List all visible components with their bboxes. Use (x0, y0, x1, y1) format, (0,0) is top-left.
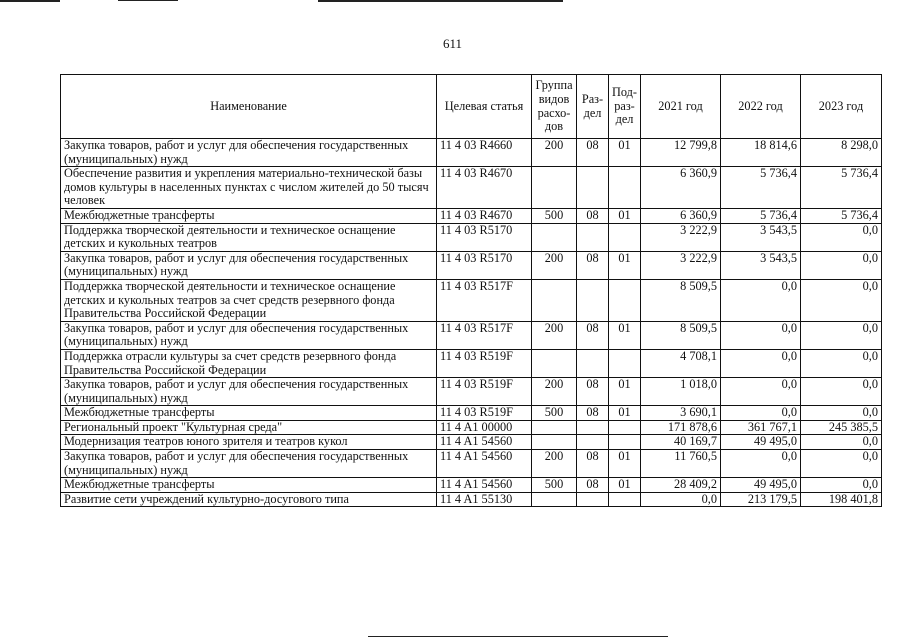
cell-article: 11 4 03 R4670 (437, 167, 532, 209)
cell-name: Межбюджетные трансферты (61, 208, 437, 223)
cell-2021: 6 360,9 (641, 208, 721, 223)
table-row (61, 139, 882, 167)
cell-2022: 49 495,0 (721, 435, 801, 450)
cell-group (532, 420, 577, 435)
cell-2021: 6 360,9 (641, 167, 721, 209)
scan-line-top-left (0, 0, 60, 2)
table-row (61, 349, 882, 377)
cell-article: 11 4 03 R5170 (437, 251, 532, 279)
cell-subsection (609, 349, 641, 377)
budget-table (60, 74, 882, 507)
cell-name: Модернизация театров юного зрителя и театров кукол (61, 435, 437, 450)
table-body (61, 139, 882, 507)
cell-2022: 18 814,6 (721, 139, 801, 167)
cell-2021: 0,0 (641, 492, 721, 507)
cell-section (577, 167, 609, 209)
table-row (61, 321, 882, 349)
cell-subsection (609, 492, 641, 507)
cell-section: 08 (577, 208, 609, 223)
cell-2022: 0,0 (721, 450, 801, 478)
scan-line-bottom (368, 636, 668, 637)
cell-section (577, 349, 609, 377)
cell-section: 08 (577, 450, 609, 478)
header-section: Раз-дел (577, 75, 609, 139)
cell-2023: 245 385,5 (801, 420, 882, 435)
cell-2022: 0,0 (721, 279, 801, 321)
header-row (61, 75, 882, 139)
cell-name: Закупка товаров, работ и услуг для обеспечения государственных (муниципальных) нужд (61, 321, 437, 349)
scan-line-top-right (318, 0, 563, 2)
header-2021: 2021 год (641, 75, 721, 139)
cell-2023: 198 401,8 (801, 492, 882, 507)
cell-name: Закупка товаров, работ и услуг для обеспечения государственных (муниципальных) нужд (61, 139, 437, 167)
scan-line-top-mid (118, 0, 178, 1)
page-number: 611 (442, 36, 463, 51)
cell-2023: 0,0 (801, 321, 882, 349)
cell-name: Закупка товаров, работ и услуг для обеспечения государственных (муниципальных) нужд (61, 378, 437, 406)
cell-group (532, 167, 577, 209)
cell-2022: 213 179,5 (721, 492, 801, 507)
cell-2023: 0,0 (801, 450, 882, 478)
table-row (61, 378, 882, 406)
cell-group: 200 (532, 139, 577, 167)
cell-2023: 5 736,4 (801, 167, 882, 209)
cell-group (532, 349, 577, 377)
cell-group: 500 (532, 208, 577, 223)
cell-name: Межбюджетные трансферты (61, 478, 437, 493)
cell-section: 08 (577, 139, 609, 167)
cell-name: Межбюджетные трансферты (61, 406, 437, 421)
cell-article: 11 4 03 R517F (437, 279, 532, 321)
header-group: Группа видов расхо-дов (532, 75, 577, 139)
cell-article: 11 4 03 R4670 (437, 208, 532, 223)
cell-group: 200 (532, 321, 577, 349)
cell-2021: 3 222,9 (641, 251, 721, 279)
cell-name: Развитие сети учреждений культурно-досугового типа (61, 492, 437, 507)
cell-2023: 0,0 (801, 223, 882, 251)
cell-subsection: 01 (609, 378, 641, 406)
cell-2023: 0,0 (801, 349, 882, 377)
cell-2023: 0,0 (801, 435, 882, 450)
cell-article: 11 4 A1 54560 (437, 435, 532, 450)
cell-subsection: 01 (609, 139, 641, 167)
table-row (61, 167, 882, 209)
cell-2021: 11 760,5 (641, 450, 721, 478)
cell-section (577, 223, 609, 251)
cell-name: Поддержка отрасли культуры за счет средств резервного фонда Правительства Российской Федерации (61, 349, 437, 377)
cell-section (577, 420, 609, 435)
cell-section (577, 435, 609, 450)
table-row (61, 279, 882, 321)
cell-subsection: 01 (609, 251, 641, 279)
cell-group: 500 (532, 478, 577, 493)
cell-subsection: 01 (609, 208, 641, 223)
cell-section: 08 (577, 251, 609, 279)
cell-2023: 5 736,4 (801, 208, 882, 223)
cell-name: Региональный проект "Культурная среда" (61, 420, 437, 435)
cell-2022: 0,0 (721, 321, 801, 349)
cell-2022: 0,0 (721, 378, 801, 406)
cell-group: 200 (532, 251, 577, 279)
cell-section (577, 279, 609, 321)
cell-2021: 3 690,1 (641, 406, 721, 421)
header-name: Наименование (61, 75, 437, 139)
cell-article: 11 4 A1 54560 (437, 450, 532, 478)
cell-article: 11 4 03 R519F (437, 406, 532, 421)
table-row (61, 223, 882, 251)
cell-2022: 49 495,0 (721, 478, 801, 493)
table-row (61, 208, 882, 223)
cell-article: 11 4 A1 00000 (437, 420, 532, 435)
cell-group (532, 279, 577, 321)
table-row (61, 406, 882, 421)
cell-subsection: 01 (609, 406, 641, 421)
cell-2021: 1 018,0 (641, 378, 721, 406)
cell-name: Обеспечение развития и укрепления материально-технической базы домов культуры в населенных пунктах с числом жителей до 50 тысяч человек (61, 167, 437, 209)
cell-name: Поддержка творческой деятельности и техническое оснащение детских и кукольных театров за счет средств резервного фонда Правительства Российской Федерации (61, 279, 437, 321)
header-article: Целевая статья (437, 75, 532, 139)
cell-section: 08 (577, 406, 609, 421)
cell-2022: 5 736,4 (721, 208, 801, 223)
cell-article: 11 4 A1 55130 (437, 492, 532, 507)
cell-name: Поддержка творческой деятельности и техническое оснащение детских и кукольных театров (61, 223, 437, 251)
cell-group: 500 (532, 406, 577, 421)
cell-group (532, 492, 577, 507)
cell-section: 08 (577, 378, 609, 406)
cell-2022: 0,0 (721, 349, 801, 377)
cell-section: 08 (577, 478, 609, 493)
cell-subsection (609, 279, 641, 321)
cell-2021: 12 799,8 (641, 139, 721, 167)
cell-article: 11 4 03 R519F (437, 378, 532, 406)
cell-2023: 8 298,0 (801, 139, 882, 167)
table-row (61, 420, 882, 435)
cell-2022: 3 543,5 (721, 223, 801, 251)
cell-subsection (609, 435, 641, 450)
cell-subsection (609, 420, 641, 435)
cell-2023: 0,0 (801, 378, 882, 406)
cell-2023: 0,0 (801, 251, 882, 279)
cell-2022: 3 543,5 (721, 251, 801, 279)
cell-2021: 4 708,1 (641, 349, 721, 377)
cell-group: 200 (532, 450, 577, 478)
cell-2021: 3 222,9 (641, 223, 721, 251)
header-2023: 2023 год (801, 75, 882, 139)
cell-2021: 8 509,5 (641, 321, 721, 349)
table-row (61, 478, 882, 493)
cell-2021: 171 878,6 (641, 420, 721, 435)
cell-article: 11 4 03 R4660 (437, 139, 532, 167)
cell-group (532, 223, 577, 251)
cell-name: Закупка товаров, работ и услуг для обеспечения государственных (муниципальных) нужд (61, 450, 437, 478)
cell-2022: 5 736,4 (721, 167, 801, 209)
header-2022: 2022 год (721, 75, 801, 139)
cell-2023: 0,0 (801, 406, 882, 421)
cell-section: 08 (577, 321, 609, 349)
cell-article: 11 4 03 R517F (437, 321, 532, 349)
cell-2021: 40 169,7 (641, 435, 721, 450)
cell-subsection: 01 (609, 321, 641, 349)
table-row (61, 492, 882, 507)
cell-2021: 28 409,2 (641, 478, 721, 493)
cell-2022: 361 767,1 (721, 420, 801, 435)
cell-2022: 0,0 (721, 406, 801, 421)
cell-subsection (609, 223, 641, 251)
cell-2021: 8 509,5 (641, 279, 721, 321)
cell-article: 11 4 A1 54560 (437, 478, 532, 493)
table-row (61, 435, 882, 450)
cell-subsection (609, 167, 641, 209)
table-row (61, 251, 882, 279)
cell-article: 11 4 03 R519F (437, 349, 532, 377)
cell-subsection: 01 (609, 478, 641, 493)
cell-2023: 0,0 (801, 478, 882, 493)
cell-group (532, 435, 577, 450)
cell-name: Закупка товаров, работ и услуг для обеспечения государственных (муниципальных) нужд (61, 251, 437, 279)
cell-group: 200 (532, 378, 577, 406)
cell-subsection: 01 (609, 450, 641, 478)
cell-article: 11 4 03 R5170 (437, 223, 532, 251)
cell-section (577, 492, 609, 507)
header-subsection: Под-раз-дел (609, 75, 641, 139)
cell-2023: 0,0 (801, 279, 882, 321)
table-row (61, 450, 882, 478)
